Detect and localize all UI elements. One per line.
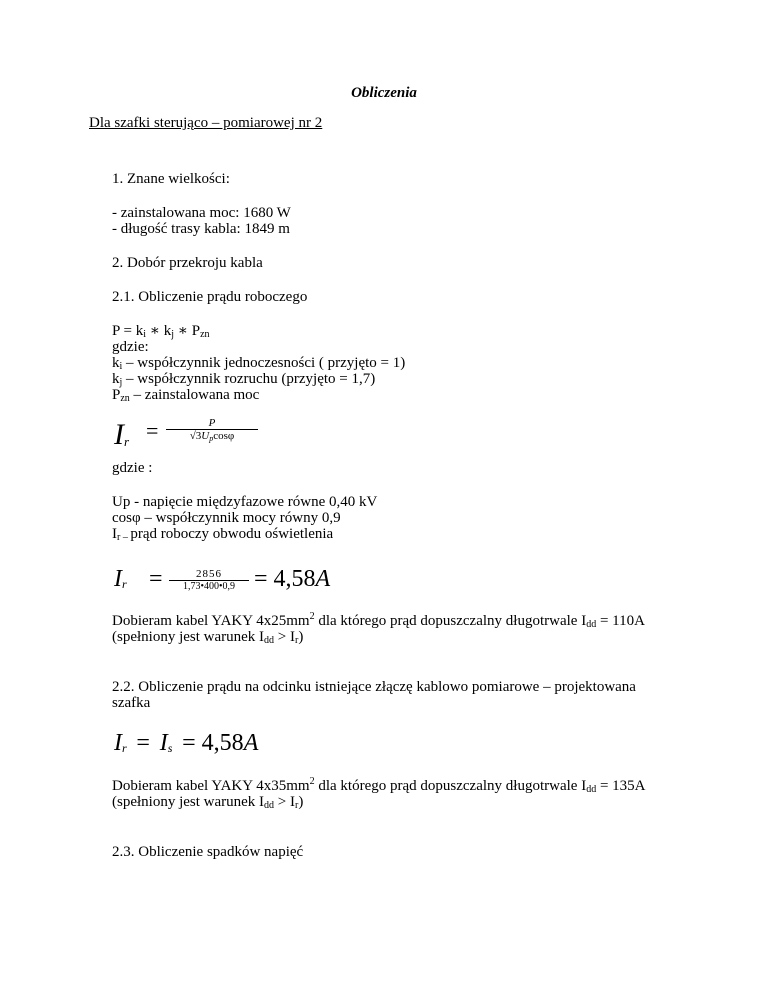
cond2-sub2: r	[295, 800, 299, 811]
power-eq-pzn: ∗ P	[174, 323, 201, 339]
formula1-equals: =	[146, 418, 159, 443]
cable-selection-2	[112, 778, 645, 795]
formula2-r-sub: r	[122, 577, 127, 591]
pzn-definition	[112, 387, 259, 404]
ir-definition	[112, 526, 333, 543]
cond1-sub1: dd	[264, 635, 275, 646]
cable-length-line: - długość trasy kabla: 1849 m	[112, 221, 290, 237]
kj-symbol: k	[112, 371, 120, 387]
where-label-1: gdzie:	[112, 339, 149, 355]
sqrt-3: √3	[189, 430, 202, 442]
section-2-2-line-2: szafka	[112, 695, 151, 711]
cond1-text-b: > I	[274, 629, 296, 645]
ir-subscript: r –	[117, 532, 131, 543]
formula2-result	[254, 566, 330, 592]
cable1-sub: dd	[586, 619, 597, 630]
power-eq-zn-sub: zn	[200, 329, 210, 340]
formula2-denominator: 1,73•400•0,9	[182, 581, 235, 592]
cable1-text-a: Dobieram kabel YAKY 4x25mm	[112, 613, 310, 629]
formula2-i: I	[114, 566, 122, 592]
section-2-2-line-1: 2.2. Obliczenie prądu na odcinku istniejące złączę kablowo pomiarowe – projektowana	[112, 679, 636, 695]
cable2-text-c: = 135A	[596, 778, 646, 794]
power-equation	[112, 323, 210, 340]
current-equality	[114, 730, 258, 756]
power-eq-kj: ∗ k	[146, 323, 172, 339]
formula1-denominator	[166, 430, 258, 442]
kj-subscript: j	[119, 377, 123, 388]
formula2-unit: A	[315, 566, 331, 592]
formula1-p-sub: p	[209, 434, 214, 443]
where-label-2: gdzie :	[112, 460, 153, 476]
cond2-text-b: > I	[274, 794, 296, 810]
document-subtitle: Dla szafki sterująco – pomiarowej nr 2	[89, 115, 323, 131]
formula1-fraction	[166, 417, 258, 442]
cond1-text-a: (spełniony jest warunek I	[112, 629, 265, 645]
condition-2	[112, 794, 303, 811]
ir-symbol: I	[112, 526, 117, 542]
document-title: Obliczenia	[351, 85, 417, 101]
ki-subscript: i	[119, 361, 123, 372]
formula3-equals: =	[136, 730, 150, 756]
cond2-sub1: dd	[264, 800, 275, 811]
cable-selection-1	[112, 613, 645, 630]
formula2-numerator: 2856	[196, 568, 222, 580]
installed-power-line: - zainstalowana moc: 1680 W	[112, 205, 291, 221]
kj-definition	[112, 371, 375, 388]
formula2-result-value: = 4,58	[254, 566, 316, 592]
condition-1	[112, 629, 303, 646]
section-2-1-heading: 2.1. Obliczenie prądu roboczego	[112, 289, 308, 305]
up-definition: Up - napięcie międzyfazowe równe 0,40 kV	[112, 494, 378, 510]
cond2-text-a: (spełniony jest warunek I	[112, 794, 265, 810]
cos-definition: cosφ – współczynnik mocy równy 0,9	[112, 510, 341, 526]
formula1-r-sub: r	[124, 434, 130, 449]
formula2-fraction	[169, 568, 249, 593]
formula3-i1: I	[114, 730, 122, 756]
formula1-cos: cosφ	[213, 430, 235, 442]
pzn-text: – zainstalowana moc	[129, 387, 260, 403]
ki-symbol: k	[112, 355, 120, 371]
cable2-sup: 2	[309, 776, 315, 787]
pzn-subscript: zn	[120, 393, 130, 404]
kj-text: – współczynnik rozruchu (przyjęto = 1,7)	[122, 371, 376, 387]
cable1-text-b: dla którego prąd dopuszczalny długotrwale I	[314, 613, 587, 629]
formula3-unit: A	[243, 730, 259, 756]
cond1-text-c: )	[298, 629, 304, 645]
cable2-text-a: Dobieram kabel YAKY 4x35mm	[112, 778, 310, 794]
formula3-s-sub: s	[167, 741, 173, 755]
section-1-heading: 1. Znane wielkości:	[112, 171, 230, 187]
ki-definition	[112, 355, 405, 372]
current-calculation	[114, 566, 331, 596]
pzn-symbol: P	[112, 387, 121, 403]
cable2-sub: dd	[586, 784, 597, 795]
ir-text: prąd roboczy obwodu oświetlenia	[130, 526, 334, 542]
cable1-sup: 2	[309, 611, 315, 622]
formula2-equals: =	[149, 566, 163, 592]
cond2-text-c: )	[298, 794, 304, 810]
power-eq-kj-sub: j	[171, 329, 175, 340]
section-2-heading: 2. Dobór przekroju kabla	[112, 255, 263, 271]
cable1-text-c: = 110A	[596, 613, 645, 629]
formula3-i2: I	[159, 730, 168, 756]
power-eq-p: P = k	[112, 323, 144, 339]
formula3-r-sub: r	[122, 741, 127, 755]
formula1-i: I	[114, 418, 124, 451]
ki-text: – współczynnik jednoczesności ( przyjęto = 1)	[122, 355, 406, 371]
power-eq-ki-sub: i	[143, 329, 147, 340]
formula1-u: U	[201, 430, 210, 442]
formula3-result: = 4,58	[182, 730, 244, 756]
cond1-sub2: r	[295, 635, 299, 646]
formula1-numerator: P	[208, 417, 216, 429]
cable2-text-b: dla którego prąd dopuszczalny długotrwale I	[314, 778, 587, 794]
section-2-3-heading: 2.3. Obliczenie spadków napięć	[112, 844, 304, 860]
